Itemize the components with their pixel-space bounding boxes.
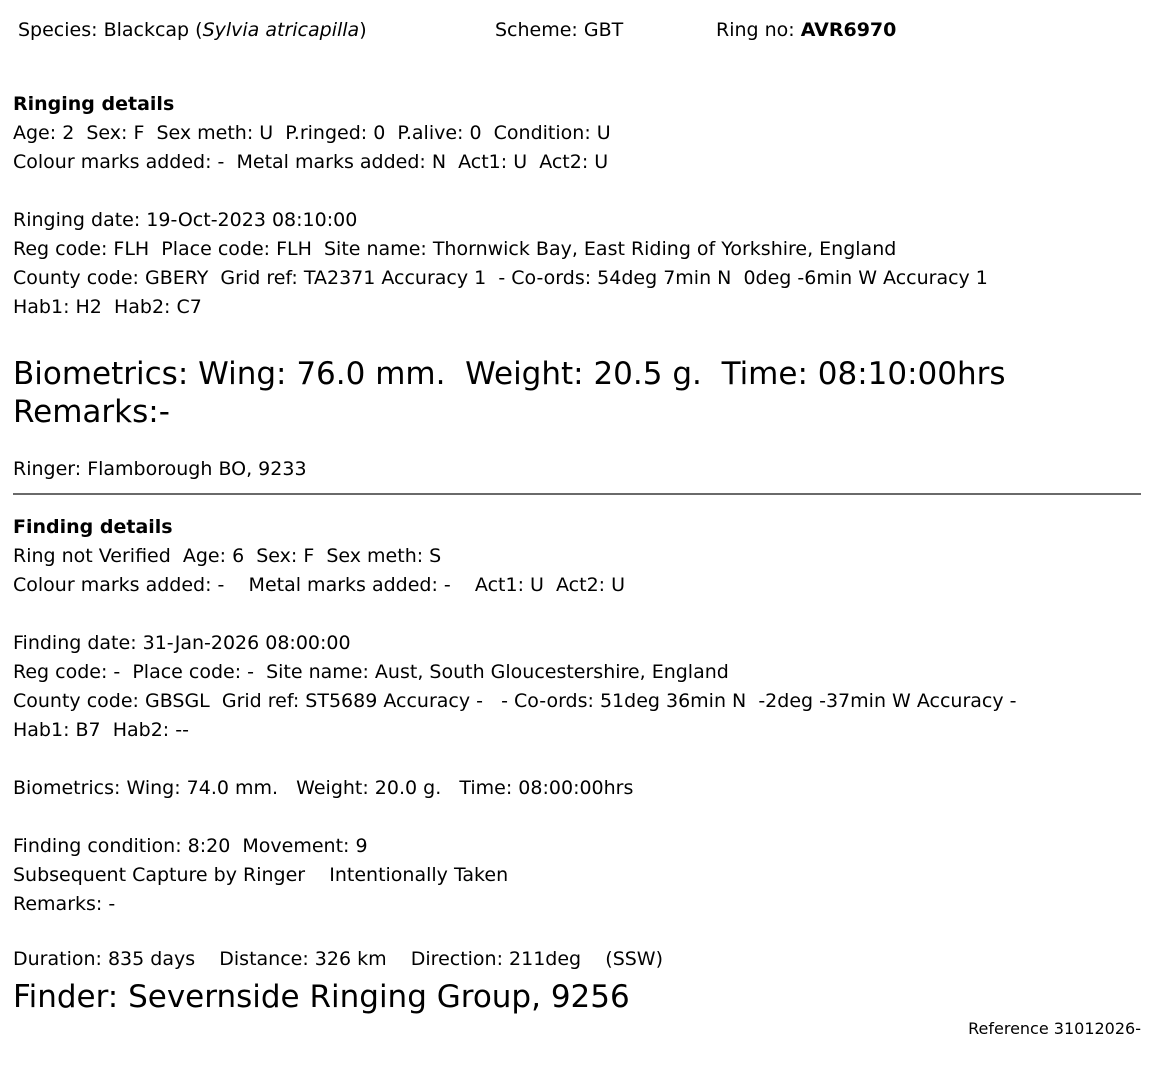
scheme-field: Scheme: GBT xyxy=(495,19,624,41)
finding-capture-line: Subsequent Capture by Ringer Intentionally Taken xyxy=(13,864,509,886)
finding-habitat-line: Hab1: B7 Hab2: -- xyxy=(13,719,189,741)
ringing-place-line: Reg code: FLH Place code: FLH Site name: Thornwick Bay, East Riding of Yorkshire, England xyxy=(13,238,897,260)
ringer-name: Ringer: Flamborough BO, 9233 xyxy=(13,458,307,480)
finding-biometrics: Biometrics: Wing: 74.0 mm. Weight: 20.0 g. Time: 08:00:00hrs xyxy=(13,777,634,799)
finding-details-heading: Finding details xyxy=(13,516,173,538)
ring-number-label: Ring no: xyxy=(716,19,801,41)
species-prefix: Species: Blackcap ( xyxy=(18,19,203,41)
ringing-biometrics: Biometrics: Wing: 76.0 mm. Weight: 20.5 g. Time: 08:10:00hrs xyxy=(13,356,1006,392)
finding-county-line: County code: GBSGL Grid ref: ST5689 Accuracy - - Co-ords: 51deg 36min N -2deg -37min W Accuracy - xyxy=(13,690,1017,712)
ring-number-value: AVR6970 xyxy=(800,19,897,41)
finding-remarks: Remarks: - xyxy=(13,893,116,915)
ringing-age-sex-line: Age: 2 Sex: F Sex meth: U P.ringed: 0 P.alive: 0 Condition: U xyxy=(13,122,611,144)
species-latin-name: Sylvia atricapilla xyxy=(202,19,360,41)
finding-date: Finding date: 31-Jan-2026 08:00:00 xyxy=(13,632,351,654)
finding-age-sex-line: Ring not Verified Age: 6 Sex: F Sex meth: S xyxy=(13,545,442,567)
ringing-remarks: Remarks:- xyxy=(13,394,170,430)
finding-marks-line: Colour marks added: - Metal marks added: - Act1: U Act2: U xyxy=(13,574,625,596)
section-divider xyxy=(13,493,1141,495)
species-suffix: ) xyxy=(359,19,367,41)
movement-summary: Duration: 835 days Distance: 326 km Direction: 211deg (SSW) xyxy=(13,948,664,970)
finding-place-line: Reg code: - Place code: - Site name: Aust, South Gloucestershire, England xyxy=(13,661,729,683)
ringing-date: Ringing date: 19-Oct-2023 08:10:00 xyxy=(13,209,358,231)
finding-condition-line: Finding condition: 8:20 Movement: 9 xyxy=(13,835,368,857)
ringing-details-heading: Ringing details xyxy=(13,93,175,115)
ringing-county-line: County code: GBERY Grid ref: TA2371 Accuracy 1 - Co-ords: 54deg 7min N 0deg -6min W Accuracy 1 xyxy=(13,267,988,289)
ringing-marks-line: Colour marks added: - Metal marks added: N Act1: U Act2: U xyxy=(13,151,609,173)
reference-number: Reference 31012026- xyxy=(968,1019,1141,1038)
ringing-habitat-line: Hab1: H2 Hab2: C7 xyxy=(13,296,202,318)
finder-name: Finder: Severnside Ringing Group, 9256 xyxy=(13,979,630,1015)
species-field xyxy=(18,16,367,45)
ring-number-field xyxy=(716,16,896,45)
